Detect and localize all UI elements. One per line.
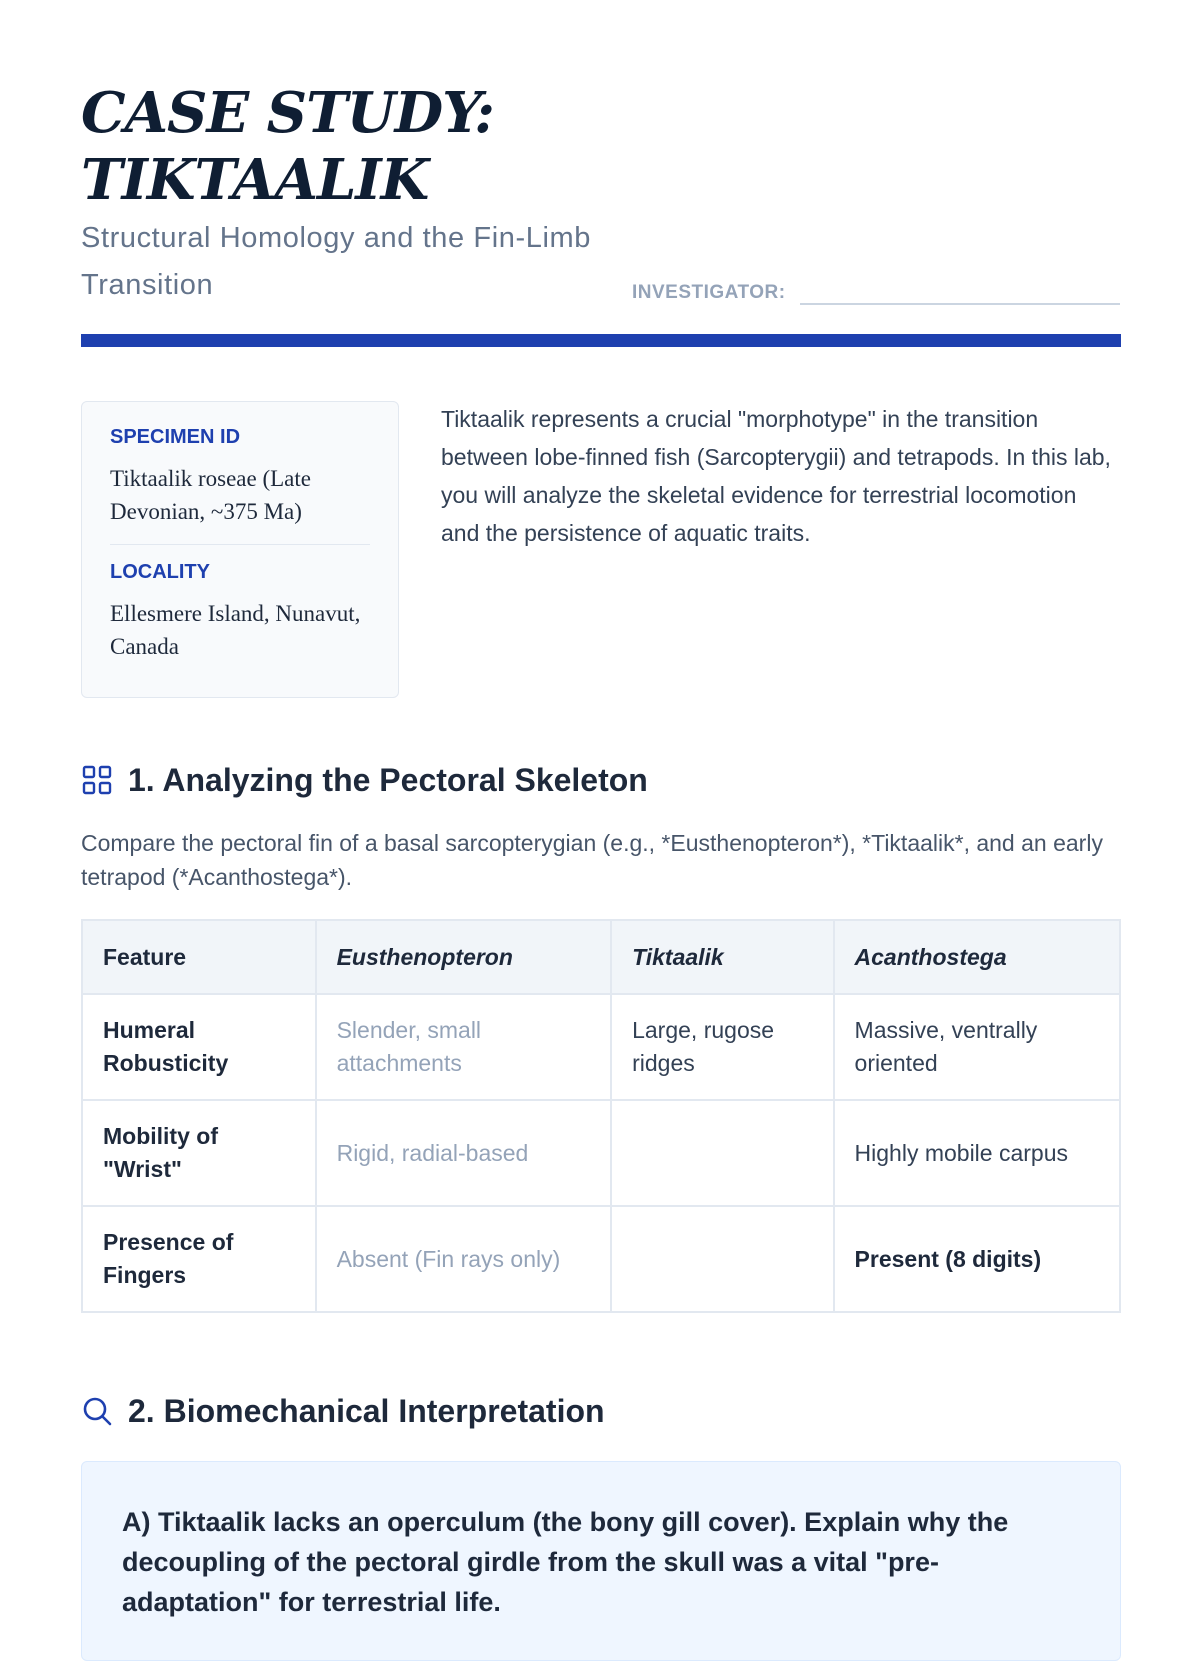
specimen-id-label: SPECIMEN ID xyxy=(110,426,241,448)
investigator-label: INVESTIGATOR: xyxy=(632,282,786,303)
comparison-table xyxy=(81,919,1121,1313)
question-a: A) Tiktaalik lacks an operculum (the bony gill cover). Explain why the decoupling of the pectoral girdle from the skull was a vital "pre-adaptation" for terrestrial life. xyxy=(122,1507,1009,1617)
table-cell-blank[interactable] xyxy=(611,1206,833,1312)
table-cell: Absent (Fin rays only) xyxy=(316,1206,612,1312)
table-cell: Massive, ventrally oriented xyxy=(834,994,1120,1100)
locality-value: Ellesmere Island, Nunavut, Canada xyxy=(110,601,361,659)
locality-label: LOCALITY xyxy=(110,561,210,583)
table-cell-feature: Humeral Robusticity xyxy=(82,994,316,1100)
section-2-title: 2. Biomechanical Interpretation xyxy=(128,1393,605,1429)
table-row xyxy=(82,1206,1120,1312)
page-title: CASE STUDY: TIKTAALIK xyxy=(81,80,494,213)
header-eusthenopteron: Eusthenopteron xyxy=(316,920,612,994)
intro-paragraph: Tiktaalik represents a crucial "morphotype" in the transition between lobe-finned fish (Sarcopterygii) and tetrapods. In this lab, you will analyze the skeletal evidence for terrestrial locomotion and the persistence of aquatic traits. xyxy=(441,406,1111,546)
header-acanthostega: Acanthostega xyxy=(834,920,1120,994)
table-row xyxy=(82,1100,1120,1206)
table-cell-feature: Mobility of "Wrist" xyxy=(82,1100,316,1206)
investigator-input-line[interactable] xyxy=(800,277,1120,305)
section-2-heading xyxy=(81,1391,605,1431)
table-cell-feature: Presence of Fingers xyxy=(82,1206,316,1312)
specimen-card xyxy=(81,401,399,698)
header-divider xyxy=(81,334,1121,347)
table-header-row xyxy=(82,920,1120,994)
grid-icon xyxy=(81,764,113,796)
header-feature: Feature xyxy=(82,920,316,994)
table-cell: Highly mobile carpus xyxy=(834,1100,1120,1206)
specimen-id-value: Tiktaalik roseae (Late Devonian, ~375 Ma) xyxy=(110,466,311,524)
question-box xyxy=(81,1461,1121,1661)
table-row xyxy=(82,994,1120,1100)
table-cell: Rigid, radial-based xyxy=(316,1100,612,1206)
search-icon xyxy=(81,1395,113,1427)
header-tiktaalik: Tiktaalik xyxy=(611,920,833,994)
investigator-field xyxy=(632,277,1120,305)
section-1-description: Compare the pectoral fin of a basal sarcopterygian (e.g., *Eusthenopteron*), *Tiktaalik*, and an early tetrapod (*Acanthostega*). xyxy=(81,830,1103,890)
page-subtitle: Structural Homology and the Fin-Limb Transition xyxy=(81,222,591,301)
header xyxy=(81,80,1121,303)
table-cell-blank[interactable] xyxy=(611,1100,833,1206)
table-cell: Large, rugose ridges xyxy=(611,994,833,1100)
section-1-title: 1. Analyzing the Pectoral Skeleton xyxy=(128,762,648,798)
card-divider xyxy=(110,544,370,545)
table-cell: Slender, small attachments xyxy=(316,994,612,1100)
table-cell: Present (8 digits) xyxy=(834,1206,1120,1312)
section-1-heading xyxy=(81,760,648,800)
